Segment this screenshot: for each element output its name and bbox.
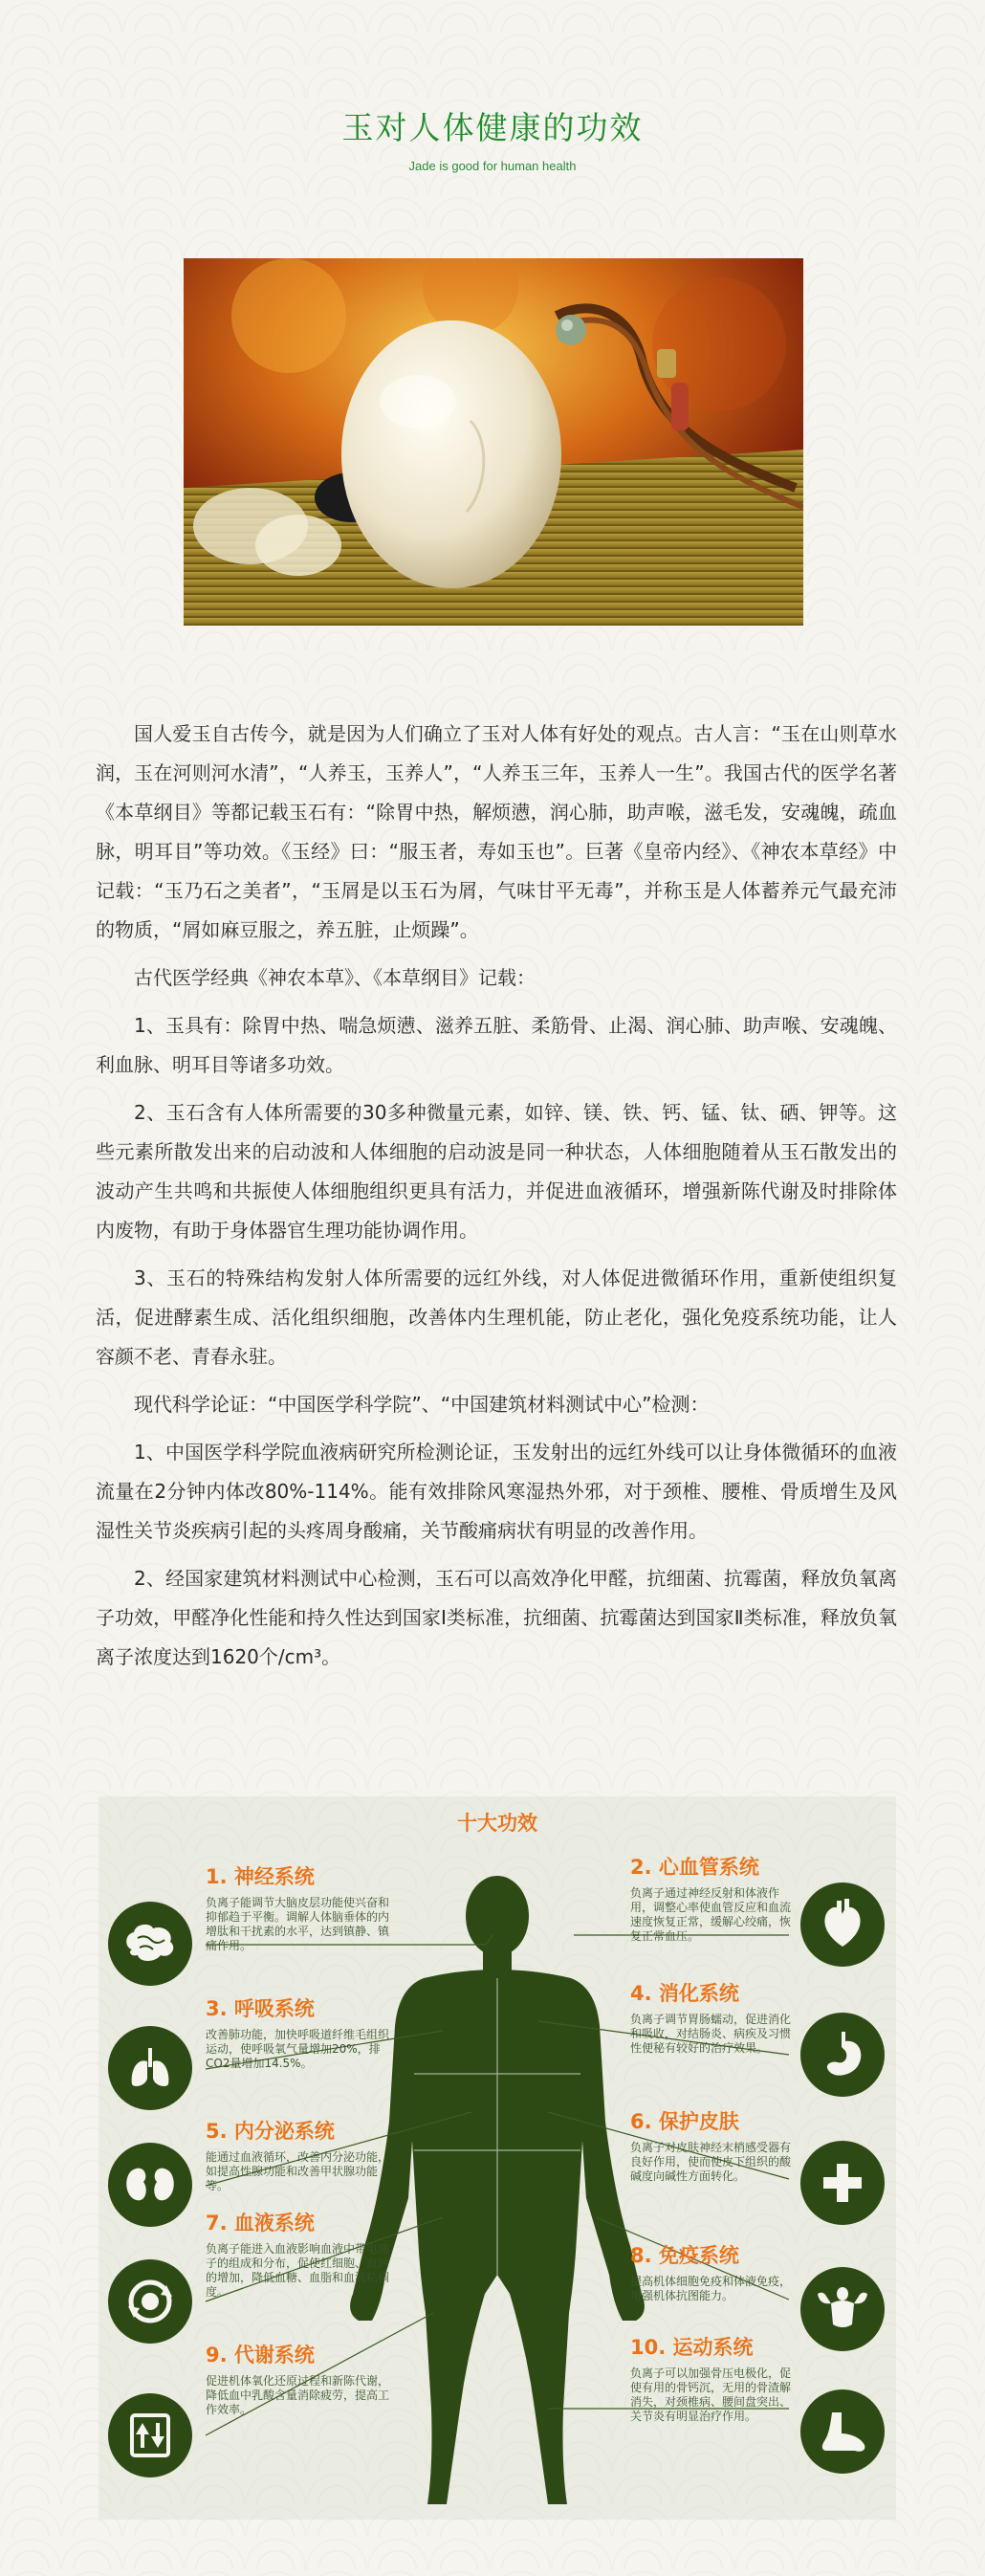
article-paragraph: 2、玉石含有人体所需要的30多种微量元素，如锌、镁、铁、钙、锰、钛、硒、钾等。这些元素所散发出来的启动波和人体细胞的启动波是同一种状态，人体细胞随着从玉石散发出的波动产生共鸣和共振使人体细胞组织更具有活力，并促进血液循环，增强新陈代谢及时排除体内废物，有助于身体器官生理功能协调作用。 bbox=[96, 1101, 897, 1242]
article-paragraph: 1、玉具有：除胃中热、喘急烦懑、滋养五脏、柔筋骨、止渴、润心肺、助声喉、安魂魄、利血脉、明耳目等诸多功效。 bbox=[96, 1014, 897, 1076]
system-desc: 负离子能进入血液影响血液中带电离子的组成和分布，促使红细胞、血钙的增加，降低血糖、血脂和血液粘稠度。 bbox=[206, 2242, 390, 2299]
blood-cycle-icon bbox=[108, 2259, 192, 2344]
system-desc: 促进机体氧化还原过程和新陈代谢，降低血中乳酸含量消除疲劳，提高工作效率。 bbox=[206, 2374, 390, 2416]
system-desc: 负离子对皮肤神经末梢感受器有良好作用，使而使皮下组织的酸碱度向碱性方面转化。 bbox=[630, 2141, 792, 2183]
jade-pendant-photo bbox=[184, 258, 803, 626]
system-motor bbox=[630, 2332, 799, 2424]
brain-icon bbox=[108, 1902, 192, 1986]
system-title: 7. 血液系统 bbox=[206, 2212, 315, 2235]
article-paragraph: 古代医学经典《神农本草》、《本草纲目》记载： bbox=[134, 966, 536, 989]
system-digestive bbox=[630, 1978, 799, 2056]
system-skin bbox=[630, 2106, 799, 2184]
system-desc: 负离子调节胃肠蠕动，促进消化和吸收，对结肠炎、病疾及习惯性便秘有较好的治疗效果。 bbox=[630, 2013, 792, 2055]
plus-icon bbox=[800, 2141, 885, 2225]
system-title: 5. 内分泌系统 bbox=[206, 2120, 335, 2143]
infographic-title: 十大功效 bbox=[457, 1812, 537, 1835]
article-paragraph: 2、经国家建筑材料测试中心检测，玉石可以高效净化甲醛，抗细菌、抗霉菌，释放负氧离子功效，甲醛净化性能和持久性达到国家Ⅰ类标准，抗细菌、抗霉菌达到国家Ⅱ类标准，释放负氧离子浓度达到1620个/cm³。 bbox=[96, 1567, 897, 1668]
ten-benefits-infographic bbox=[98, 1796, 896, 2520]
lungs-icon bbox=[108, 2026, 192, 2110]
system-desc: 能通过血液循环，改善内分泌功能，如提高性腺功能和改善甲状腺功能等。 bbox=[206, 2150, 390, 2192]
system-title: 8. 免疫系统 bbox=[630, 2244, 739, 2267]
page-subtitle: Jade is good for human health bbox=[408, 159, 577, 173]
system-title: 1. 神经系统 bbox=[206, 1865, 315, 1888]
heart-icon bbox=[800, 1882, 885, 1967]
kidney-icon bbox=[108, 2143, 192, 2227]
system-cardiovascular bbox=[630, 1852, 799, 1944]
foot-icon bbox=[800, 2389, 885, 2474]
article-paragraph: 国人爱玉自古传今，就是因为人们确立了玉对人体有好处的观点。古人言：“玉在山则草水润，玉在河则河水清”，“人养玉，玉养人”，“人养玉三年，玉养人一生”。我国古代的医学名著《本草纲目》等都记载玉石有：“除胃中热，解烦懑，润心肺，助声喉，滋毛发，安魂魄，疏血脉，明耳目”等功效。《玉经》曰：“服玉者，寿如玉也”。巨著《皇帝内经》、《神农本草经》中记载：“玉乃石之美者”，“玉屑是以玉石为屑，气味甘平无毒”，并称玉是人体蓄养元气最充沛的物质，“屑如麻豆服之，养五脏，止烦躁”。 bbox=[96, 722, 897, 941]
system-endocrine bbox=[206, 2116, 392, 2193]
exchange-arrows-icon bbox=[108, 2393, 192, 2477]
system-immune bbox=[630, 2240, 799, 2303]
stomach-icon bbox=[800, 2013, 885, 2097]
system-blood bbox=[206, 2208, 397, 2300]
system-title: 4. 消化系统 bbox=[630, 1982, 739, 2005]
system-nervous bbox=[206, 1861, 397, 1953]
article-body bbox=[96, 715, 897, 1685]
system-metabolic bbox=[206, 2340, 397, 2417]
system-desc: 提高机体细胞免疫和体液免疫，增强机体抗图能力。 bbox=[630, 2275, 792, 2302]
muscle-icon bbox=[800, 2267, 885, 2351]
system-desc: 改善肺功能，加快呼吸道纤维毛组织运动，使呼吸氧气量增加20%，排CO2量增加14.5%。 bbox=[206, 2028, 390, 2070]
page-title: 玉对人体健康的功效 bbox=[341, 109, 644, 146]
system-desc: 负离子通过神经反射和体液作用，调整心率使血管反应和血流速度恢复正常，缓解心绞痛，恢复正常血压。 bbox=[630, 1886, 792, 1943]
system-desc: 负离子可以加强骨压电极化，促使有用的骨钙沉，无用的骨渣解消失，对颈椎病、腰间盘突出、关节炎有明显治疗作用。 bbox=[630, 2367, 792, 2423]
system-title: 10. 运动系统 bbox=[630, 2336, 754, 2359]
system-title: 9. 代谢系统 bbox=[206, 2344, 315, 2367]
system-title: 2. 心血管系统 bbox=[630, 1856, 759, 1879]
article-paragraph: 1、中国医学科学院血液病研究所检测论证，玉发射出的远红外线可以让身体微循环的血液流量在2分钟内体改80%-114%。能有效排除风寒湿热外邪，对于颈椎、腰椎、骨质增生及风湿性关节炎疾病引起的头疼周身酸痛，关节酸痛病状有明显的改善作用。 bbox=[96, 1441, 897, 1542]
system-title: 6. 保护皮肤 bbox=[630, 2110, 739, 2133]
system-desc: 负离子能调节大脑皮层功能使兴奋和抑郁趋于平衡。调解人体脑垂体的内增肽和干扰素的水平，达到镇静、镇痛作用。 bbox=[206, 1896, 390, 1952]
system-title: 3. 呼吸系统 bbox=[206, 1997, 315, 2020]
article-paragraph: 现代科学论证：“中国医学科学院”、“中国建筑材料测试中心”检测： bbox=[134, 1393, 710, 1416]
system-respiratory bbox=[206, 1993, 392, 2071]
article-paragraph: 3、玉石的特殊结构发射人体所需要的远红外线，对人体促进微循环作用，重新使组织复活，促进酵素生成、活化组织细胞，改善体内生理机能，防止老化，强化免疫系统功能，让人容颜不老、青春永驻。 bbox=[96, 1266, 897, 1368]
